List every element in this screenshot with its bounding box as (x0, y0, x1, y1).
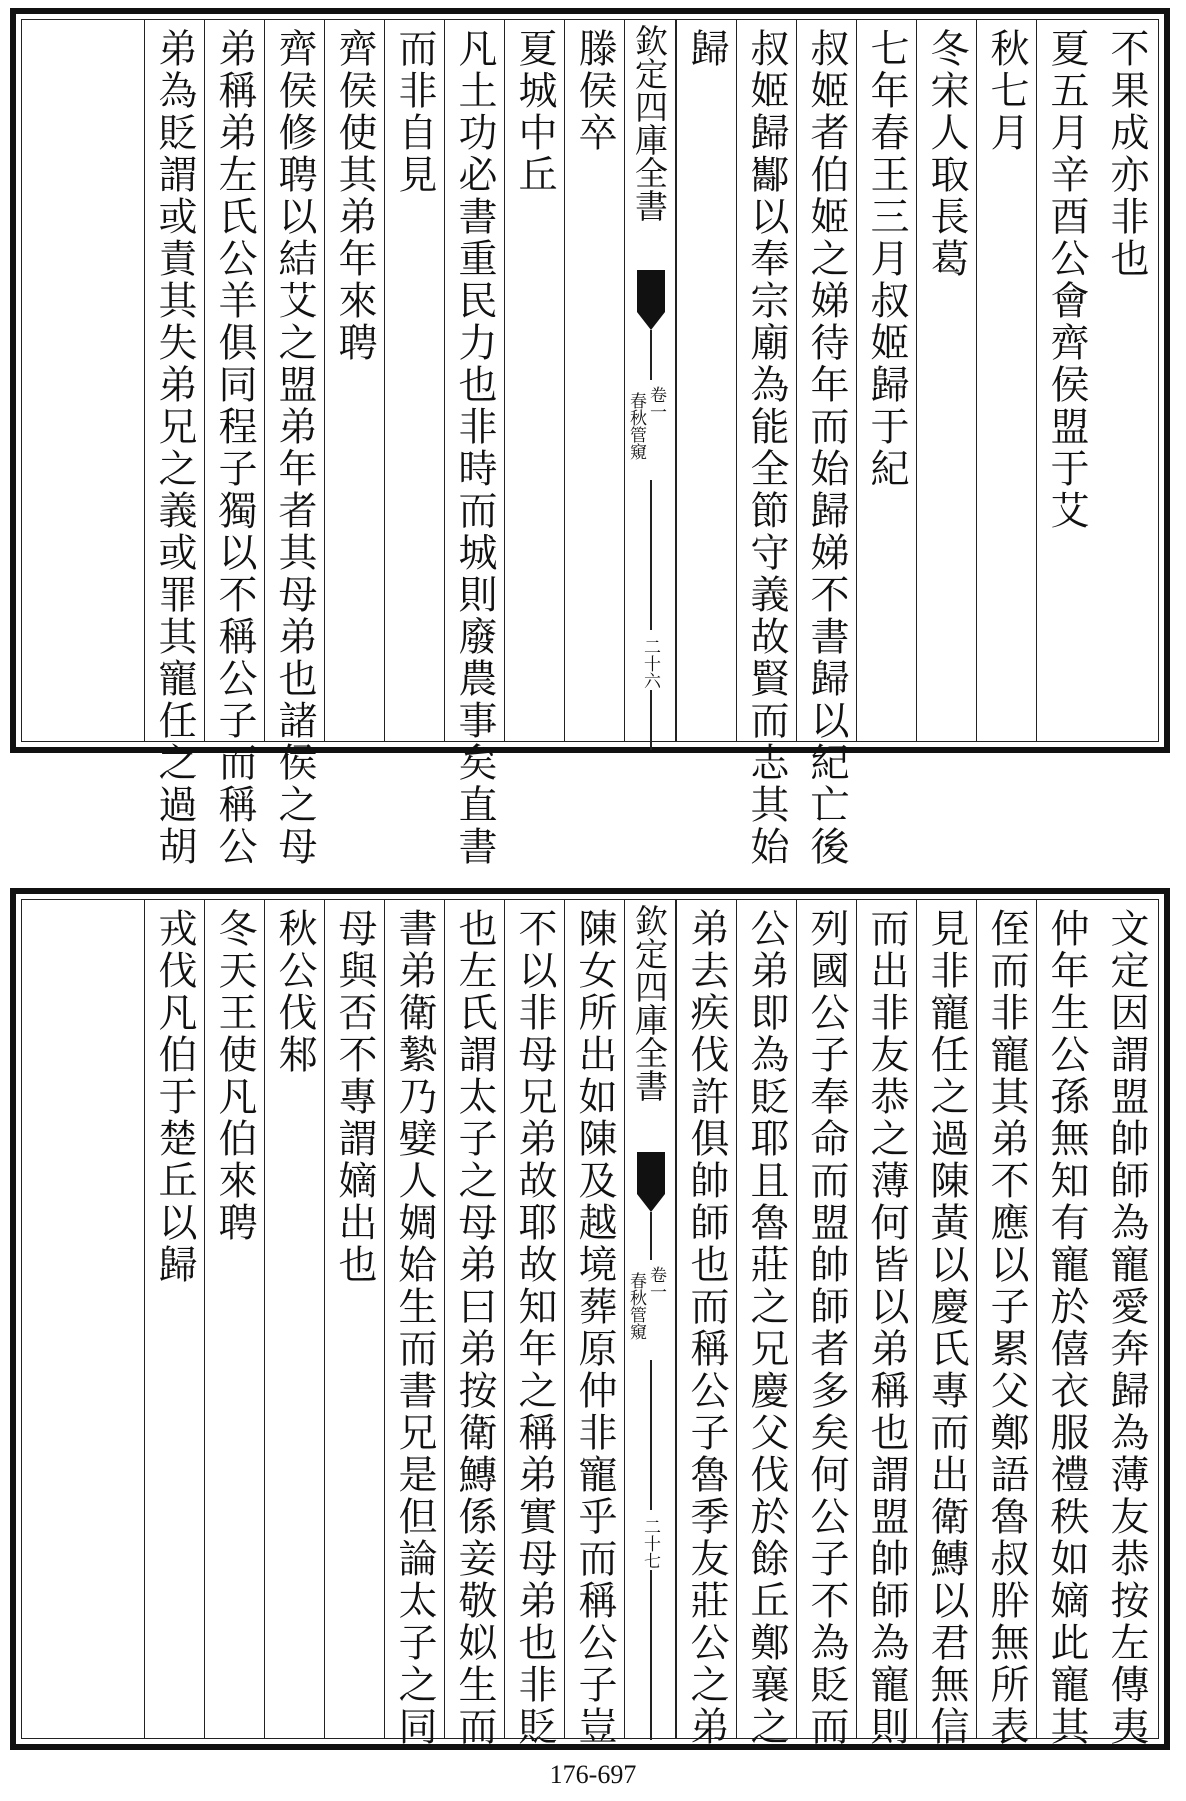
text-frame (21, 19, 1159, 868)
column-text: 夏五月辛酉公會齊侯盟于艾 (1044, 28, 1089, 532)
column-text: 叔姬歸酅以奉宗廟為能全節守義故賢而志其始 (744, 28, 789, 868)
column-text: 也左氏謂太子之母弟曰弟按衛鱄係妾敬姒生而 (452, 908, 497, 1748)
text-column (264, 900, 324, 1738)
column-text: 秋公伐邾 (272, 908, 317, 1076)
center-book-title: 春秋管窺 (626, 1272, 646, 1340)
center-page-number: 二十六 (640, 638, 660, 689)
text-column (204, 900, 264, 1738)
column-text: 弟去疾伐許俱帥師也而稱公子魯季友莊公之弟 (684, 908, 729, 1748)
column-text: 滕侯卒 (572, 28, 617, 154)
center-column (624, 20, 676, 741)
center-title: 欽定四庫全書 (630, 24, 669, 222)
text-column (504, 20, 564, 741)
column-text: 文定因謂盟帥師為寵愛奔歸為薄友恭按左傳夷 (1104, 908, 1149, 1748)
text-column (676, 900, 736, 1748)
text-column (856, 900, 916, 1748)
column-text: 冬天王使凡伯來聘 (212, 908, 257, 1244)
text-column (796, 900, 856, 1748)
text-column (564, 900, 624, 1748)
text-column (856, 20, 916, 741)
center-rule (650, 330, 652, 380)
fish-tail-mark-top (637, 270, 665, 330)
center-title: 欽定四庫全書 (630, 904, 669, 1102)
column-text: 七年春王三月叔姬歸于紀 (864, 28, 909, 490)
folio-page-bottom (10, 888, 1170, 1750)
column-text: 侄而非寵其弟不應以子累父鄭語魯叔肸無所表 (984, 908, 1029, 1748)
column-text: 歸 (684, 28, 729, 70)
column-text: 冬宋人取長葛 (924, 28, 969, 280)
text-column (324, 20, 384, 741)
center-book-title: 春秋管窺 (626, 392, 646, 460)
column-text: 不以非母兄弟故耶故知年之稱弟實母弟也非貶 (512, 908, 557, 1748)
folio-page-top (10, 8, 1170, 868)
column-text: 弟為貶謂或責其失弟兄之義或罪其寵任之過胡 (152, 28, 197, 868)
text-column (144, 900, 204, 1738)
text-column (976, 20, 1036, 741)
text-column (796, 20, 856, 868)
text-column (384, 900, 444, 1748)
text-column (1096, 900, 1156, 1748)
column-text: 母與否不專謂嫡出也 (332, 908, 377, 1286)
column-text: 夏城中丘 (512, 28, 557, 196)
text-column (504, 900, 564, 1748)
text-column (736, 900, 796, 1748)
text-column (1036, 20, 1096, 741)
column-text: 秋七月 (984, 28, 1029, 154)
text-column (676, 20, 736, 741)
text-column (204, 20, 264, 868)
center-volume: 卷一 (646, 1266, 666, 1300)
center-page-number: 二十七 (640, 1518, 660, 1569)
text-column (264, 20, 324, 868)
text-column (916, 20, 976, 741)
center-rule (650, 1212, 652, 1260)
column-text: 而出非友恭之薄何皆以弟稱也謂盟帥師為寵則 (864, 908, 909, 1748)
column-text: 戎伐凡伯于楚丘以歸 (152, 908, 197, 1286)
text-column (1036, 900, 1096, 1748)
page-number: 176-697 (549, 1760, 637, 1789)
column-text: 陳女所出如陳及越境葬原仲非寵乎而稱公子豈 (572, 908, 617, 1748)
center-rule (650, 1360, 652, 1510)
center-column (624, 900, 676, 1738)
column-text: 齊侯使其弟年來聘 (332, 28, 377, 364)
column-text: 叔姬者伯姬之娣待年而始歸娣不書歸以紀亡後 (804, 28, 849, 868)
text-column (444, 900, 504, 1748)
column-text: 見非寵任之過陳黃以慶氏專而出衛鱄以君無信 (924, 908, 969, 1748)
fish-tail-mark-top (637, 1152, 665, 1212)
text-column (324, 900, 384, 1738)
text-frame (21, 899, 1159, 1748)
text-column (736, 20, 796, 868)
column-text: 列國公子奉命而盟帥師者多矣何公子不為貶而 (804, 908, 849, 1748)
column-text: 不果成亦非也 (1104, 28, 1149, 280)
center-volume: 卷一 (646, 386, 666, 420)
column-text: 而非自見 (392, 28, 437, 196)
column-text: 仲年生公孫無知有寵於僖衣服禮秩如嫡此寵其 (1044, 908, 1089, 1748)
text-column (916, 900, 976, 1748)
column-text: 書弟衛縶乃嬖人婤姶生而書兄是但論太子之同 (392, 908, 437, 1748)
center-rule (650, 1570, 652, 1740)
text-column (564, 20, 624, 741)
column-text: 齊侯修聘以結艾之盟弟年者其母弟也諸侯之母 (272, 28, 317, 868)
column-text: 弟稱弟左氏公羊俱同程子獨以不稱公子而稱公 (212, 28, 257, 868)
text-column (384, 20, 444, 741)
center-rule (650, 690, 652, 750)
text-column (144, 20, 204, 868)
column-text: 凡土功必書重民力也非時而城則廢農事矣直書 (452, 28, 497, 868)
center-rule (650, 480, 652, 630)
text-column (1096, 20, 1156, 741)
text-column (976, 900, 1036, 1748)
text-column (444, 20, 504, 868)
column-text: 公弟即為貶耶且魯莊之兄慶父伐於餘丘鄭襄之 (744, 908, 789, 1748)
